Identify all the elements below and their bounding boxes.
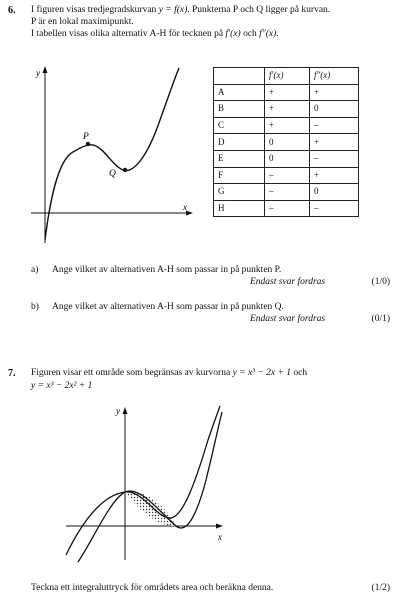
q7-curve-2 — [78, 412, 222, 562]
q6-part-a-label: a) — [31, 265, 39, 275]
q6-intro-line1 — [31, 5, 330, 17]
q6-table-header-cell: f′(x) — [265, 68, 310, 85]
q7-equation-1: y = x³ − 2x + 1 — [232, 368, 292, 378]
q6-part-b-note: Endast svar fordras — [250, 314, 326, 324]
q6-dot: . — [276, 29, 279, 39]
q6-intro-line2: P är en lokal maximipunkt. — [31, 17, 134, 27]
q6-curve-equation: y = f(x) — [158, 5, 188, 15]
row-label: A — [214, 84, 265, 101]
f-prime-sign: – — [265, 167, 310, 184]
q6-part-b-text: Ange vilket av alternativen A-H som passar in på punkten Q. — [52, 302, 284, 312]
table-row — [214, 167, 359, 184]
q6-sign-table — [213, 67, 359, 217]
q6-intro-text-a: I figuren visas tredjegradskurvan — [31, 5, 157, 15]
q6-och: och — [243, 29, 257, 39]
q6-table-header — [214, 68, 359, 85]
row-label: C — [214, 117, 265, 134]
q6-intro-line3 — [31, 29, 279, 41]
q7-graph — [58, 400, 238, 565]
row-label: G — [214, 184, 265, 201]
q7-och: och — [293, 368, 308, 378]
f-double-prime-sign: 0 — [310, 101, 359, 118]
f-prime-sign: + — [265, 101, 310, 118]
q6-point-p — [86, 142, 90, 146]
q6-table-header-cell — [214, 68, 265, 85]
table-row — [214, 184, 359, 201]
table-row — [214, 134, 359, 151]
f-prime-sign: 0 — [265, 150, 310, 167]
f-double-prime-sign: – — [310, 200, 359, 217]
q7-curve-1 — [66, 406, 220, 555]
table-row — [214, 84, 359, 101]
q6-f-prime: f′(x) — [225, 29, 241, 39]
q6-f-double-prime: f″(x) — [259, 29, 277, 39]
q6-point-q — [123, 168, 127, 172]
q6-x-arrow — [186, 211, 193, 216]
q6-graph — [28, 60, 198, 245]
row-label: F — [214, 167, 265, 184]
question-7-number: 7. — [8, 368, 16, 379]
f-double-prime-sign: + — [310, 167, 359, 184]
f-prime-sign: 0 — [265, 134, 310, 151]
q6-q-label: Q — [109, 169, 116, 179]
q7-y-label: y — [116, 406, 120, 416]
q7-y-arrow — [123, 407, 128, 414]
table-row — [214, 150, 359, 167]
f-prime-sign: + — [265, 84, 310, 101]
table-row — [214, 117, 359, 134]
f-double-prime-sign: 0 — [310, 184, 359, 201]
q6-x-label: x — [183, 202, 187, 212]
q6-cubic-curve — [45, 68, 179, 240]
q6-part-a-score: (1/0) — [371, 277, 390, 287]
f-double-prime-sign: – — [310, 117, 359, 134]
q7-x-arrow — [216, 524, 223, 529]
question-6-number: 6. — [8, 5, 16, 16]
f-prime-sign: – — [265, 200, 310, 217]
q7-x-label: x — [218, 532, 222, 542]
row-label: D — [214, 134, 265, 151]
q6-intro-text-b: . Punkterna P och Q ligger på kurvan. — [187, 5, 331, 15]
row-label: B — [214, 101, 265, 118]
q6-part-a-text: Ange vilket av alternativen A-H som passar in på punkten P. — [52, 265, 282, 275]
q7-score: (1/2) — [371, 583, 390, 593]
q6-p-label: P — [83, 132, 89, 142]
q6-table-header-cell: f″(x) — [310, 68, 359, 85]
q6-part-b-label: b) — [31, 302, 39, 312]
q6-y-label: y — [36, 68, 40, 78]
f-double-prime-sign: – — [310, 150, 359, 167]
row-label: E — [214, 150, 265, 167]
q7-intro-line1 — [31, 368, 307, 380]
q6-part-b-score: (0/1) — [371, 314, 390, 324]
q7-shaded-region — [125, 492, 176, 526]
f-double-prime-sign: + — [310, 134, 359, 151]
q7-task-text: Teckna ett integraluttryck för områdets area och beräkna denna. — [31, 583, 274, 593]
f-prime-sign: – — [265, 184, 310, 201]
table-row — [214, 200, 359, 217]
f-prime-sign: + — [265, 117, 310, 134]
table-row — [214, 101, 359, 118]
q7-equation-2: y = x³ − 2x² + 1 — [31, 381, 93, 391]
q6-intro-text-c: I tabellen visas olika alternativ A-H för tecknen på — [31, 29, 224, 39]
f-double-prime-sign: + — [310, 84, 359, 101]
q7-intro-text: Figuren visar ett område som begränsas av kurvorna — [31, 368, 231, 378]
q6-part-a-note: Endast svar fordras — [250, 277, 326, 287]
row-label: H — [214, 200, 265, 217]
q6-y-arrow — [43, 66, 48, 73]
